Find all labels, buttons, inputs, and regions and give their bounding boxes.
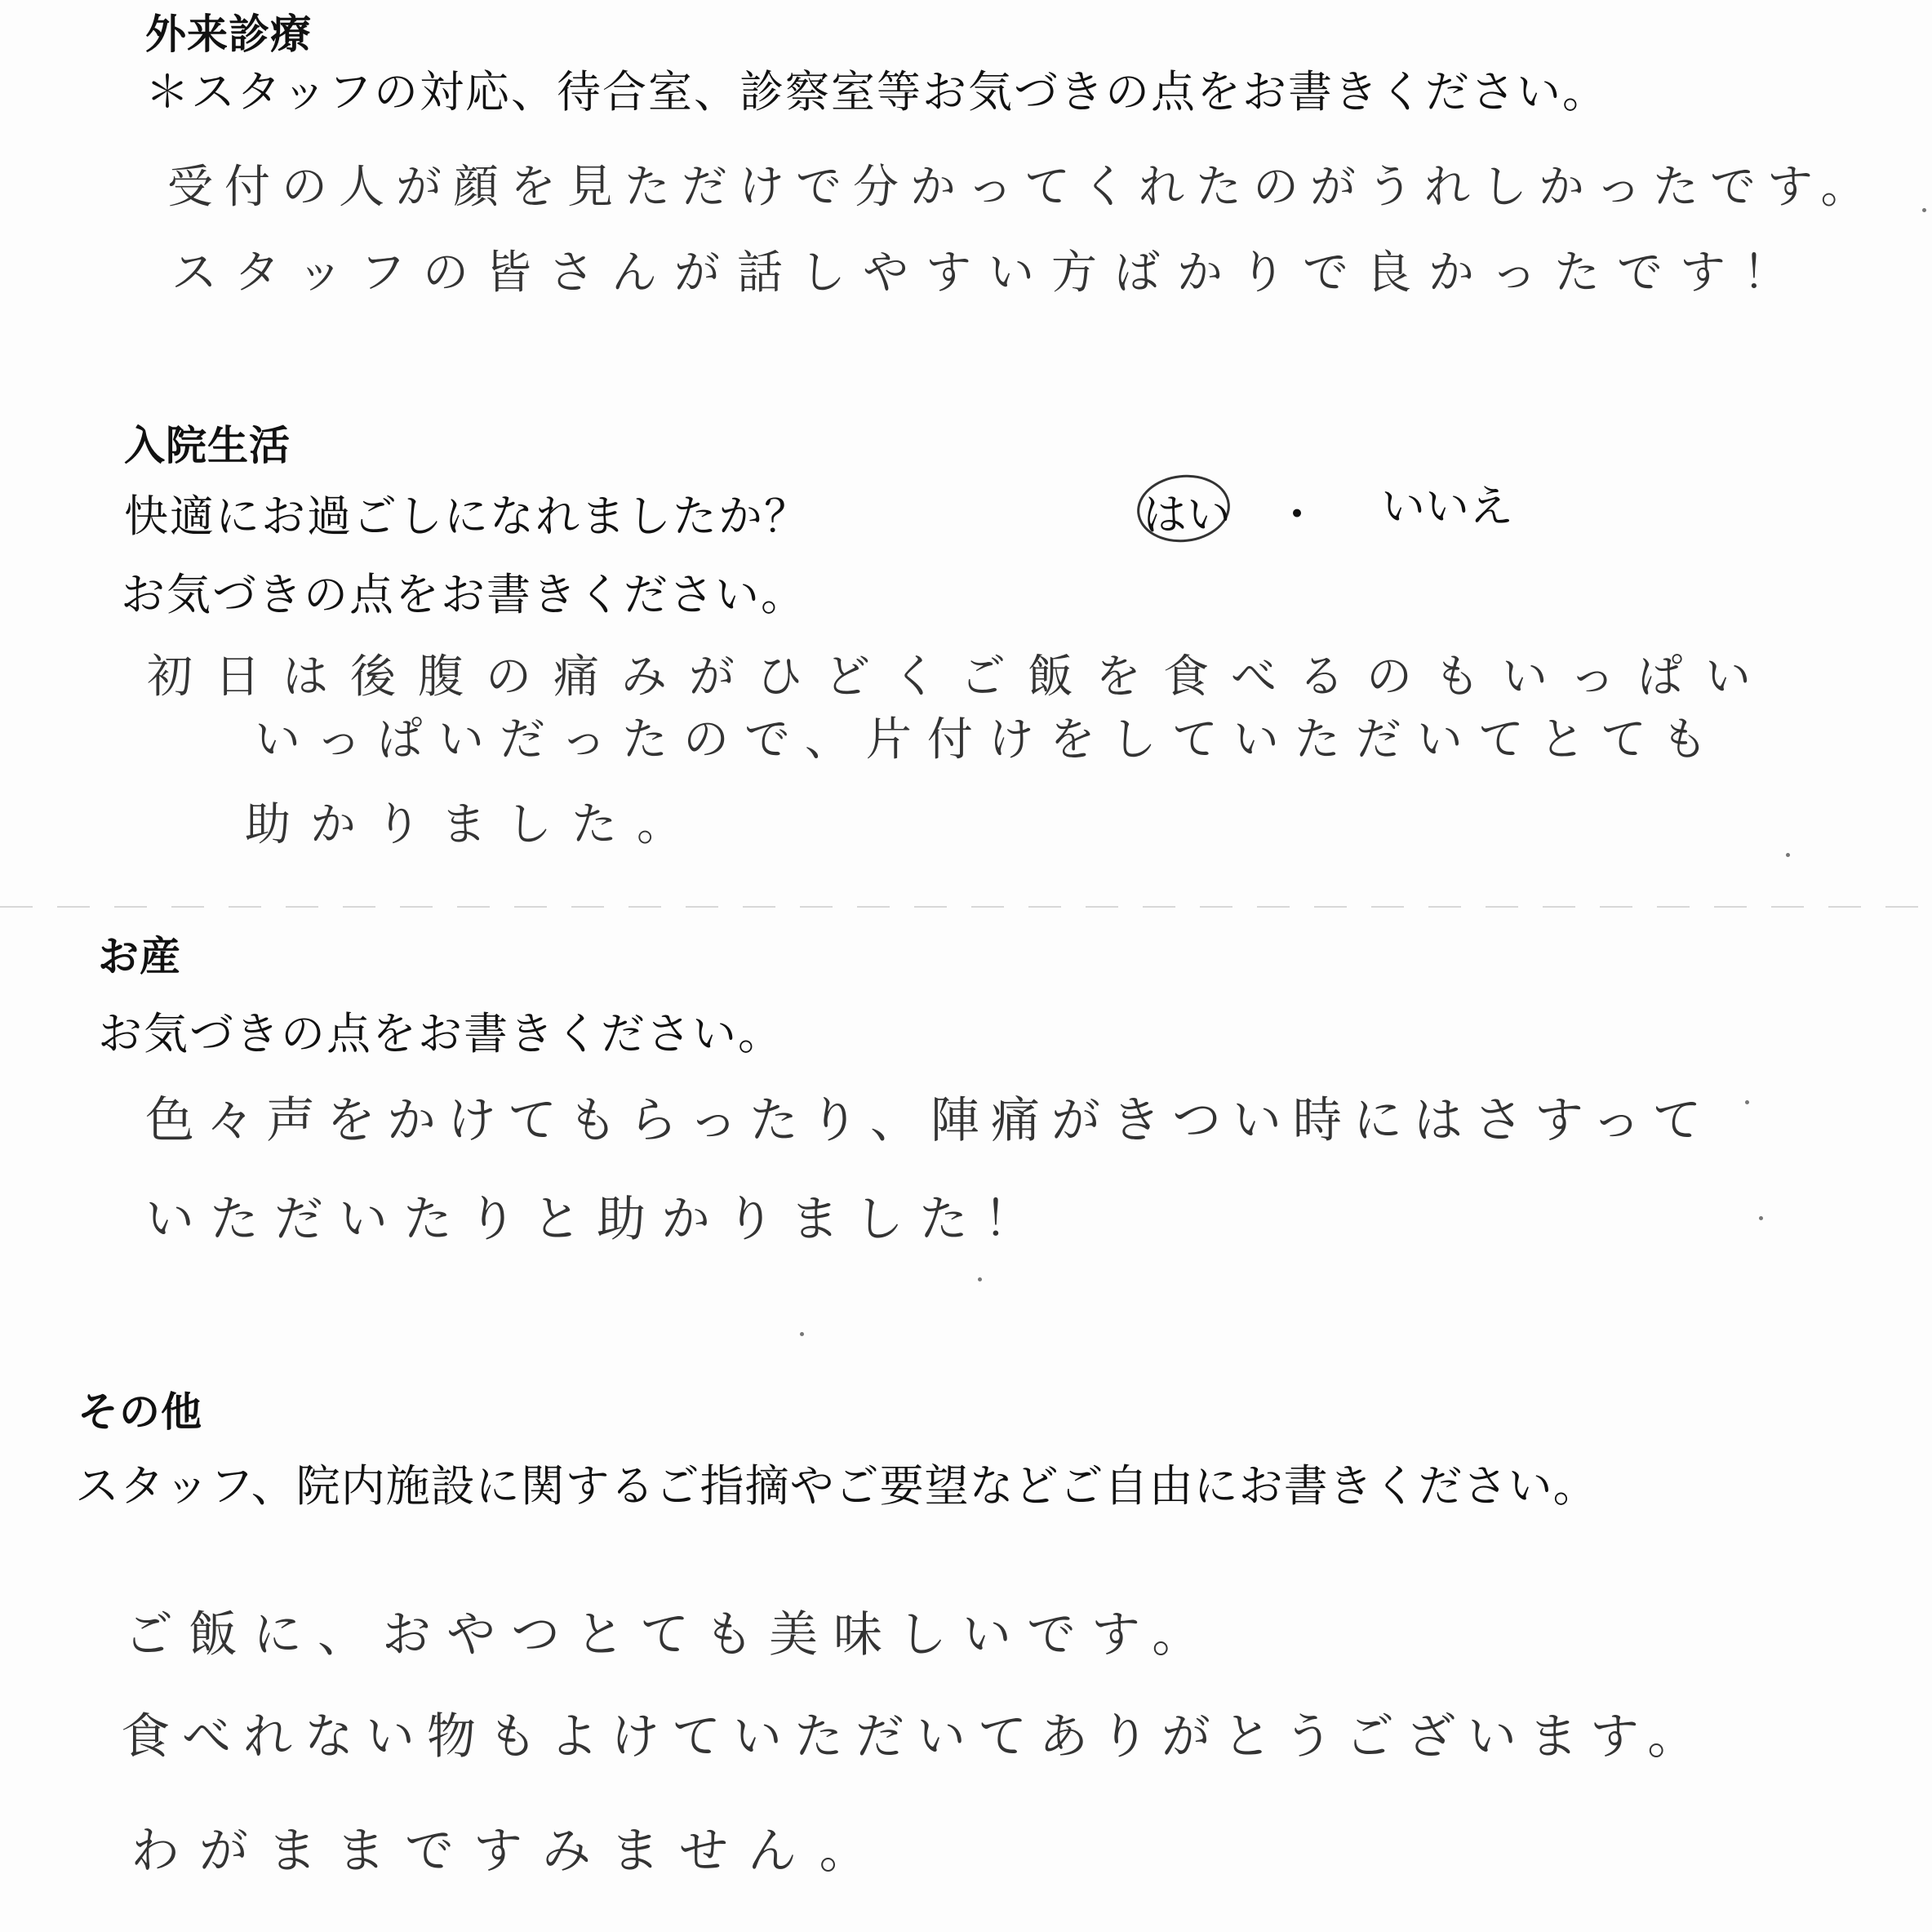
paper-fold-line	[0, 906, 1932, 908]
scan-speck	[1786, 853, 1790, 857]
scan-speck	[1745, 1100, 1749, 1104]
choice-separator: ・	[1275, 489, 1319, 540]
hospital-life-question: 快適にお過ごしになれましたか？	[124, 491, 810, 542]
other-answer-line-3: わがままですみません。	[131, 1823, 888, 1880]
hospital-life-prompt: お気づきの点をお書きください。	[121, 569, 806, 620]
hospital-life-answer-line-1: 初日は後腹の痛みがひどくご飯を食べるのもいっぱい	[147, 651, 1773, 704]
hospital-life-answer-line-3: 助かりました。	[245, 798, 702, 851]
scan-speck	[800, 1332, 804, 1336]
childbirth-prompt: お気づきの点をお書きください。	[98, 1008, 784, 1059]
section-heading-other: その他	[78, 1388, 202, 1436]
other-answer-line-1: ご飯に、おやつとても美味しいです。	[124, 1606, 1217, 1663]
outpatient-answer-line-1: 受付の人が顔を見ただけで分かってくれたのがうれしかったです。	[167, 161, 1878, 214]
other-prompt: スタッフ、院内施設に関するご指摘やご要望などご自由にお書きください。	[75, 1460, 1598, 1512]
hospital-life-answer-line-2: いっぱいだったので、片付けをしていただいてとても	[255, 713, 1723, 766]
scan-speck	[1759, 1216, 1763, 1220]
choice-no[interactable]: いいえ	[1381, 481, 1513, 532]
section-heading-outpatient: 外来診療	[145, 11, 312, 58]
outpatient-answer-line-2: スタッフの皆さんが話しやすい方ばかりで良かったです！	[171, 246, 1805, 300]
childbirth-answer-line-1: 色々声をかけてもらったり、陣痛がきつい時にはさすって	[145, 1092, 1713, 1149]
section-heading-childbirth: お産	[98, 933, 181, 980]
section-heading-hospital-life: 入院生活	[124, 422, 291, 469]
outpatient-prompt: ＊スタッフの対応、待合室、診察室等お気づきの点をお書きください。	[145, 66, 1608, 118]
choice-yes[interactable]: はい	[1143, 489, 1231, 540]
other-answer-line-2: 食べれない物もよけていただいてありがとうございます。	[121, 1708, 1709, 1765]
scan-speck	[1922, 208, 1926, 212]
childbirth-answer-line-2: いただいたりと助かりました！	[145, 1191, 1048, 1248]
scan-speck	[978, 1277, 982, 1281]
